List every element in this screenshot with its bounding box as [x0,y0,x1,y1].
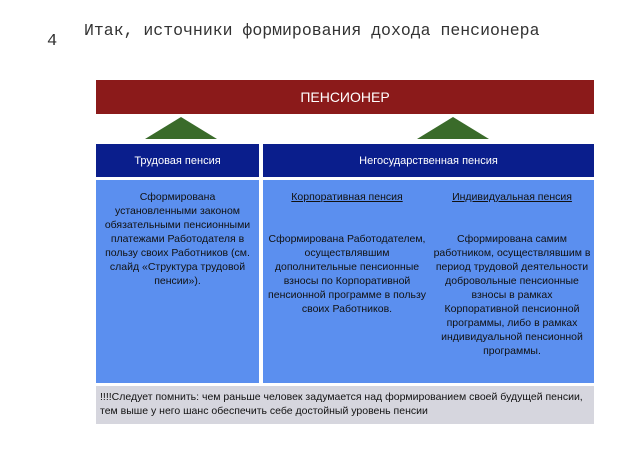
labor-pension-description: Сформирована установленными законом обязательными пенсионными платежами Работодателя в пользу своих Работников (см. слайд «Структура трудовой пенсии»). [104,191,251,287]
labor-pension-label: Трудовая пенсия [134,154,221,167]
pensioner-label: ПЕНСИОНЕР [300,89,390,105]
up-arrow-right-icon [417,117,489,139]
pensioner-banner [96,80,594,114]
non-state-pension-label: Негосударственная пенсия [359,154,498,167]
reminder-text: !!!!Следует помнить: чем раньше человек задумается над формированием своей будущей пенсии, тем выше у него шанс обеспечить себе достойный уровень пенсии [100,391,583,417]
corporate-pension-title: Корпоративная пенсия [291,191,403,203]
slide-number: 4 [47,32,58,51]
labor-pension-panel [96,180,259,383]
non-state-pension-panel [263,180,594,383]
up-arrow-left-icon [145,117,217,139]
slide-title: Итак, источники формирования дохода пенсионера [84,21,540,40]
non-state-pension-header [263,144,594,177]
reminder-note [96,386,594,424]
labor-pension-header [96,144,259,177]
individual-pension-description: Сформирована самим работником, осуществлявшим в период трудовой деятельности добровольные пенсионные взносы в рамках Корпоративной пенсионной программы, либо в рамках индивидуальной пенсионной программы. [433,233,591,357]
corporate-pension-description: Сформирована Работодателем, осуществлявшим дополнительные пенсионные взносы по Корпоративной пенсионной программе в пользу своих Работников. [268,233,426,315]
individual-pension-title: Индивидуальная пенсия [452,191,572,203]
